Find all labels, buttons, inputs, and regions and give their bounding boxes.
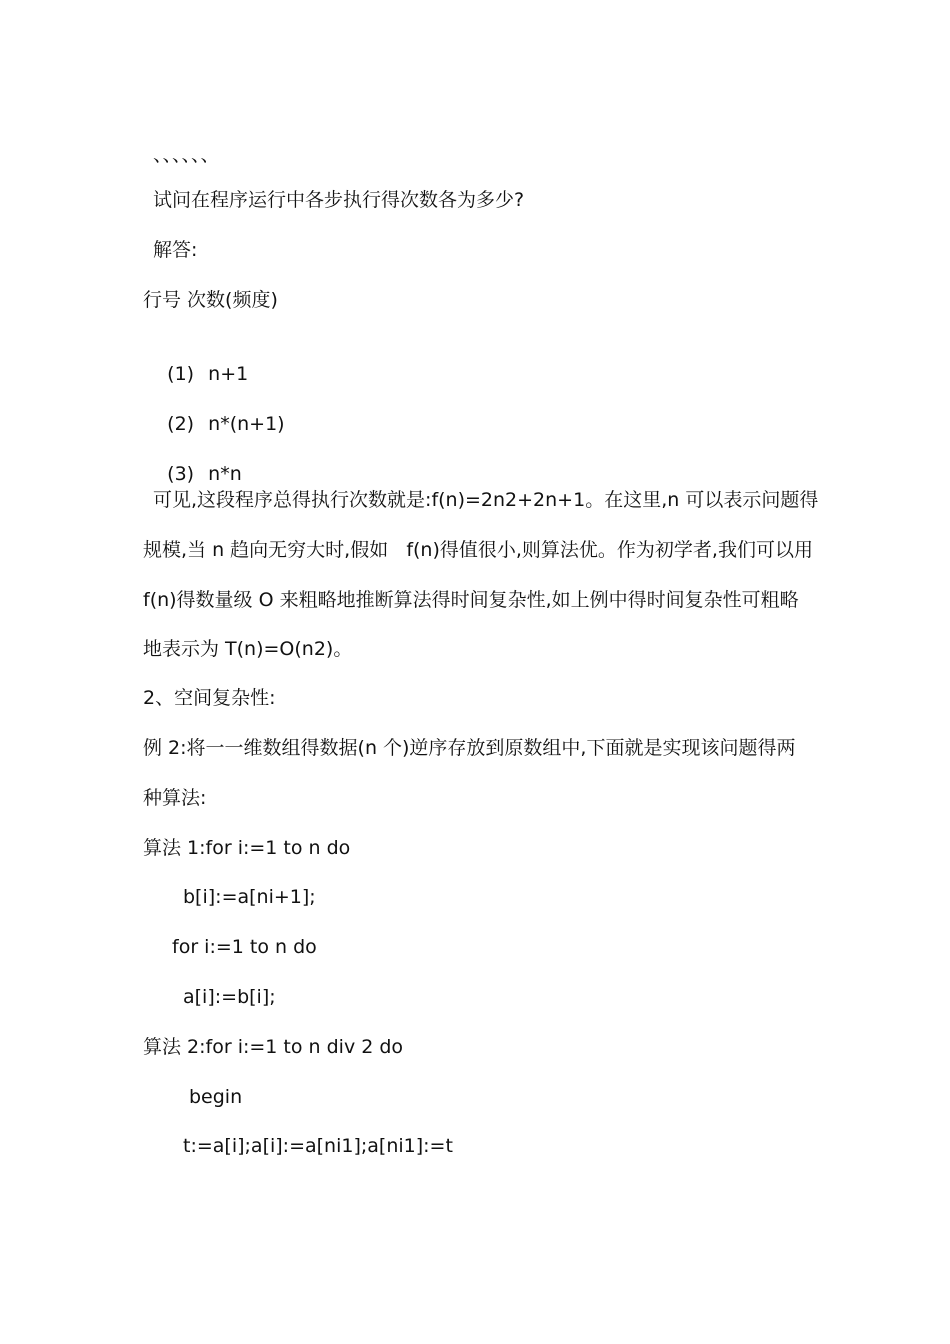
algorithm-1-line: a[i]:=b[i]; [183,986,276,1008]
paragraph-line: 规模,当 n 趋向无穷大时,假如 f(n)得值很小,则算法优。作为初学者,我们可以用 [143,539,813,561]
row-number: (1) [167,363,195,385]
algorithm-2-line: 算法 2:for i:=1 to n div 2 do [143,1036,404,1058]
marks-line: 、、、、、、 [153,144,220,166]
algorithm-1-line: b[i]:=a[ni+1]; [183,886,316,908]
paragraph-line: 可见,这段程序总得执行次数就是:f(n)=2n2+2n+1。在这里,n 可以表示问题得 [153,489,819,511]
algorithm-2-line: t:=a[i];a[i]:=a[ni1];a[ni1]:=t [183,1135,453,1157]
row-value: n*(n+1) [208,413,285,435]
algorithm-1-line: 算法 1:for i:=1 to n do [143,837,351,859]
question-line: 试问在程序运行中各步执行得次数各为多少? [153,189,525,211]
algorithm-1-line: for i:=1 to n do [172,936,317,958]
row-value: n*n [208,463,242,485]
paragraph-line: f(n)得数量级 O 来粗略地推断算法得时间复杂性,如上例中得时间复杂性可粗略 [143,589,799,611]
section-title: 2、空间复杂性: [143,687,276,709]
row-number: (3) [167,463,195,485]
algorithm-2-line: begin [189,1086,243,1108]
row-value: n+1 [208,363,249,385]
table-header: 行号 次数(频度) [143,289,278,311]
example-line: 种算法: [143,787,207,809]
paragraph-line: 地表示为 T(n)=O(n2)。 [143,638,353,660]
example-line: 例 2:将一一维数组得数据(n 个)逆序存放到原数组中,下面就是实现该问题得两 [143,737,796,759]
row-number: (2) [167,413,195,435]
answer-label: 解答: [153,239,198,261]
